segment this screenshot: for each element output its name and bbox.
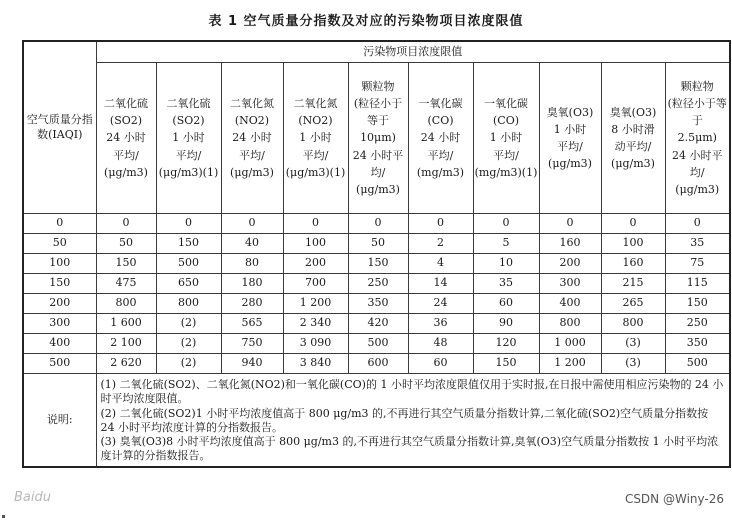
- header-col-2: [156, 63, 221, 214]
- table-row: [23, 254, 730, 274]
- header-col-line: (CO): [492, 114, 520, 128]
- header-group: 污染物项目浓度限值: [96, 41, 730, 63]
- value-cell: 48: [408, 334, 473, 354]
- header-col-line: (CO): [427, 114, 454, 128]
- value-cell: 600: [348, 354, 408, 374]
- value-cell: 0: [348, 214, 408, 234]
- table-row: [23, 274, 730, 294]
- note-2: (2) 二氧化硫(SO2)1 小时平均浓度值高于 800 μg/m3 的,不再进行其空气质量分指数计算,二氧化硫(SO2)空气质量分指数按 24 小时平均浓度计算的分指数报告。: [100, 406, 709, 434]
- header-col-line: 平均/: [175, 148, 202, 162]
- value-cell: 200: [283, 254, 348, 274]
- value-cell: 750: [221, 334, 283, 354]
- header-col-line: (μg/m3): [675, 182, 720, 196]
- value-cell: 800: [601, 314, 665, 334]
- header-col-line: 24 小时: [106, 131, 146, 145]
- value-cell: 500: [156, 254, 221, 274]
- header-col-4: [283, 63, 348, 214]
- header-col-line: 2.5μm): [677, 131, 717, 145]
- value-cell: 0: [539, 214, 601, 234]
- value-cell: 50: [96, 234, 156, 254]
- value-cell: 265: [601, 294, 665, 314]
- header-col-line: 二氧化氮: [230, 97, 274, 111]
- header-iaqi: [23, 41, 96, 214]
- header-col-5: [348, 63, 408, 214]
- value-cell: 565: [221, 314, 283, 334]
- header-col-line: 二氧化硫: [166, 97, 211, 111]
- header-col-line: 臭氧(O3): [546, 105, 594, 119]
- value-cell: 4: [408, 254, 473, 274]
- value-cell: 100: [601, 234, 665, 254]
- iaqi-cell: 50: [23, 234, 96, 254]
- value-cell: 800: [96, 294, 156, 314]
- table-row: [23, 314, 730, 334]
- header-col-line: (SO2): [109, 114, 143, 128]
- value-cell: 5: [473, 234, 539, 254]
- header-col-line: 平均/: [239, 148, 265, 162]
- value-cell: (2): [156, 354, 221, 374]
- value-cell: 0: [156, 214, 221, 234]
- value-cell: 475: [96, 274, 156, 294]
- value-cell: 150: [348, 254, 408, 274]
- header-col-3: [221, 63, 283, 214]
- value-cell: 115: [665, 274, 730, 294]
- value-cell: 420: [348, 314, 408, 334]
- header-col-line: (mg/m3)(1): [474, 165, 538, 179]
- header-col-10: [665, 63, 730, 214]
- value-cell: 160: [601, 254, 665, 274]
- value-cell: 40: [221, 234, 283, 254]
- value-cell: 160: [539, 234, 601, 254]
- value-cell: 500: [348, 334, 408, 354]
- header-iaqi-label: 空气质量分指数(IAQI): [26, 113, 93, 141]
- value-cell: (3): [601, 354, 665, 374]
- value-cell: 0: [473, 214, 539, 234]
- value-cell: 1 200: [283, 294, 348, 314]
- header-col-line: 24 小时平均/: [352, 148, 404, 179]
- header-col-line: 1 小时: [553, 122, 587, 136]
- value-cell: 100: [283, 234, 348, 254]
- header-col-line: 平均/: [113, 148, 139, 162]
- value-cell: 120: [473, 334, 539, 354]
- iaqi-cell: 0: [23, 214, 96, 234]
- csdn-watermark: CSDN @Winy-26: [624, 492, 724, 506]
- value-cell: 24: [408, 294, 473, 314]
- value-cell: 10: [473, 254, 539, 274]
- value-cell: 280: [221, 294, 283, 314]
- header-col-line: 8 小时滑: [611, 122, 655, 136]
- header-col-line: 24 小时平均/: [672, 148, 723, 179]
- value-cell: 940: [221, 354, 283, 374]
- header-col-line: 颗粒物: [361, 80, 395, 94]
- header-col-line: (μg/m3)(1): [285, 165, 346, 179]
- header-col-line: (粒径小于等于: [353, 97, 403, 128]
- value-cell: 150: [156, 234, 221, 254]
- cursor-marker: [2, 515, 5, 518]
- value-cell: 3 090: [283, 334, 348, 354]
- value-cell: 650: [156, 274, 221, 294]
- value-cell: 150: [473, 354, 539, 374]
- header-col-line: (mg/m3): [416, 165, 465, 179]
- value-cell: 2 340: [283, 314, 348, 334]
- header-col-line: 1 小时: [489, 131, 523, 145]
- iaqi-cell: 150: [23, 274, 96, 294]
- value-cell: 300: [539, 274, 601, 294]
- header-col-8: [539, 63, 601, 214]
- value-cell: 800: [156, 294, 221, 314]
- header-col-line: 1 小时: [299, 131, 332, 145]
- value-cell: 1 200: [539, 354, 601, 374]
- value-cell: 200: [539, 254, 601, 274]
- header-col-line: (粒径小于等于: [667, 97, 727, 128]
- table-body: [23, 214, 730, 374]
- value-cell: (2): [156, 314, 221, 334]
- baidu-watermark: Baidu: [14, 490, 51, 505]
- header-col-line: 一氧化碳: [484, 97, 528, 111]
- header-col-line: (μg/m3): [230, 165, 274, 179]
- header-col-line: 平均/: [493, 148, 519, 162]
- value-cell: 150: [96, 254, 156, 274]
- value-cell: 350: [665, 334, 730, 354]
- header-col-1: [96, 63, 156, 214]
- aqi-table: [22, 40, 731, 468]
- value-cell: 0: [96, 214, 156, 234]
- table-row: [23, 234, 730, 254]
- value-cell: 2 620: [96, 354, 156, 374]
- value-cell: 60: [408, 354, 473, 374]
- value-cell: 0: [601, 214, 665, 234]
- value-cell: 0: [408, 214, 473, 234]
- value-cell: 0: [665, 214, 730, 234]
- value-cell: 3 840: [283, 354, 348, 374]
- header-col-line: 10μm): [360, 131, 396, 145]
- header-col-9: [601, 63, 665, 214]
- value-cell: 500: [665, 354, 730, 374]
- iaqi-cell: 300: [23, 314, 96, 334]
- header-col-line: 平均/: [302, 148, 329, 162]
- header-col-line: 平均/: [557, 140, 583, 153]
- header-col-line: 臭氧(O3): [609, 105, 657, 119]
- value-cell: 1 600: [96, 314, 156, 334]
- header-col-line: (NO2): [234, 114, 270, 128]
- value-cell: 80: [221, 254, 283, 274]
- table-title: 表 1 空气质量分指数及对应的污染物项目浓度限值: [208, 14, 524, 29]
- notes-cell: [96, 374, 730, 467]
- value-cell: 2: [408, 234, 473, 254]
- iaqi-cell: 400: [23, 334, 96, 354]
- table-row: [23, 354, 730, 374]
- header-col-line: 二氧化氮: [293, 97, 338, 111]
- value-cell: 700: [283, 274, 348, 294]
- value-cell: 35: [473, 274, 539, 294]
- iaqi-cell: 500: [23, 354, 96, 374]
- value-cell: 350: [348, 294, 408, 314]
- header-col-line: (SO2): [172, 114, 205, 128]
- header-row: [23, 63, 730, 214]
- value-cell: 75: [665, 254, 730, 274]
- header-col-line: 动平均/: [614, 140, 652, 153]
- note-1: (1) 二氧化硫(SO2)、二氧化氮(NO2)和一氧化碳(CO)的 1 小时平均浓度限值仅用于实时报,在日报中需使用相应污染物的 24 小时平均浓度限值。: [100, 378, 724, 406]
- value-cell: 180: [221, 274, 283, 294]
- value-cell: 36: [408, 314, 473, 334]
- table-row: [23, 334, 730, 354]
- value-cell: 400: [539, 294, 601, 314]
- value-cell: 14: [408, 274, 473, 294]
- value-cell: 60: [473, 294, 539, 314]
- header-col-line: (μg/m3): [356, 182, 400, 196]
- header-col-line: 24 小时: [420, 131, 461, 145]
- value-cell: 150: [665, 294, 730, 314]
- value-cell: (3): [601, 334, 665, 354]
- notes-row: [23, 374, 730, 467]
- header-col-line: (μg/m3)(1): [158, 165, 219, 179]
- header-col-line: (μg/m3): [104, 165, 148, 179]
- value-cell: 90: [473, 314, 539, 334]
- header-col-line: 平均/: [427, 148, 454, 162]
- header-col-line: 24 小时: [232, 131, 272, 145]
- header-col-line: (μg/m3): [611, 157, 655, 171]
- value-cell: 0: [283, 214, 348, 234]
- value-cell: 35: [665, 234, 730, 254]
- value-cell: 250: [348, 274, 408, 294]
- table-row: [23, 294, 730, 314]
- header-col-line: 二氧化硫: [104, 97, 148, 111]
- value-cell: 1 000: [539, 334, 601, 354]
- value-cell: (2): [156, 334, 221, 354]
- header-col-line: 1 小时: [172, 131, 205, 145]
- header-col-line: 一氧化碳: [418, 97, 463, 111]
- value-cell: 50: [348, 234, 408, 254]
- iaqi-cell: 200: [23, 294, 96, 314]
- notes-label: 说明:: [23, 374, 96, 467]
- header-col-line: (μg/m3): [548, 157, 592, 171]
- header-col-line: (NO2): [298, 114, 333, 128]
- value-cell: 215: [601, 274, 665, 294]
- header-col-6: [408, 63, 473, 214]
- value-cell: 2 100: [96, 334, 156, 354]
- header-col-7: [473, 63, 539, 214]
- header-col-line: 颗粒物: [680, 80, 714, 94]
- value-cell: 0: [221, 214, 283, 234]
- value-cell: 800: [539, 314, 601, 334]
- note-3: (3) 臭氧(O3)8 小时平均浓度值高于 800 μg/m3 的,不再进行其空气质量分指数计算,臭氧(O3)空气质量分指数按 1 小时平均浓度计算的分指数报告。: [100, 435, 719, 463]
- value-cell: 250: [665, 314, 730, 334]
- iaqi-cell: 100: [23, 254, 96, 274]
- table-row: [23, 214, 730, 234]
